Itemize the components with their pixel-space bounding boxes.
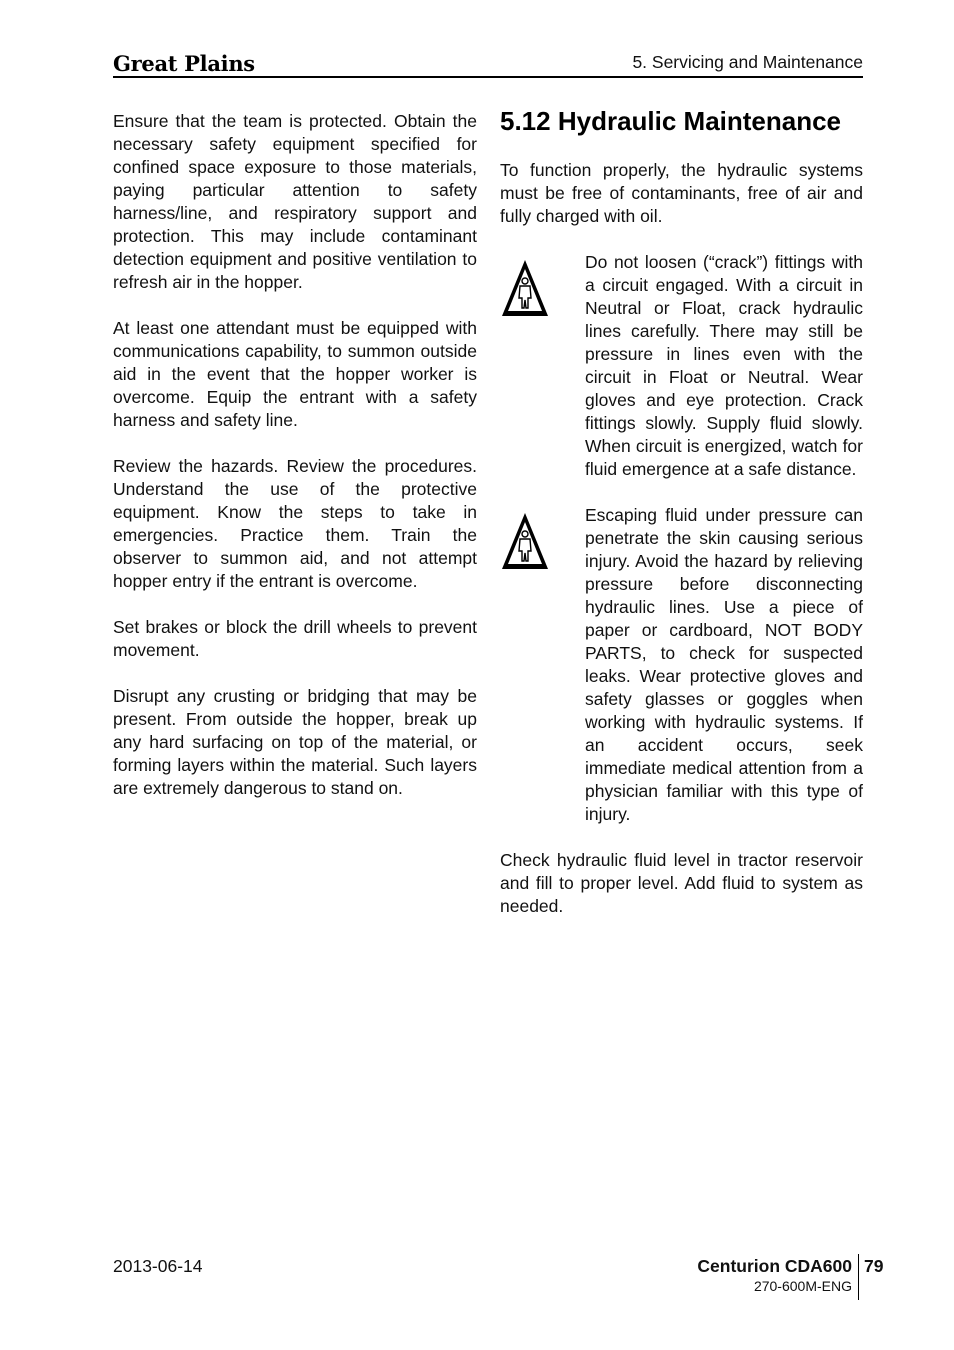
page-number: 79	[864, 1256, 884, 1276]
paragraph: Disrupt any crusting or bridging that may be present. From outside the hopper, break up any hard surfacing on top of the material, or forming layers within the material. Such layers are extremely dangerous to stand on.	[113, 686, 477, 798]
paragraph: Review the hazards. Review the procedures. Understand the use of the protective equipment. Know the steps to take in emergencies. Practice them. Train the observer to summon aid, and not attempt hopper entry if the entrant is overcome.	[113, 456, 477, 591]
warning-block	[500, 251, 863, 481]
paragraph: Ensure that the team is protected. Obtain the necessary safety equipment specified for confined space exposure to those materials, paying particular attention to safety harness/line, and respiratory support and protection. This may include contaminant detection equipment and positive ventilation to refresh air in the hopper.	[113, 111, 477, 292]
warning-block	[500, 504, 863, 826]
footer-date: 2013-06-14	[113, 1256, 203, 1276]
closing-paragraph: Check hydraulic fluid level in tractor reservoir and fill to proper level. Add fluid to system as needed.	[500, 850, 863, 916]
right-column	[500, 106, 863, 941]
page-header	[113, 50, 863, 78]
paragraph: Set brakes or block the drill wheels to prevent movement.	[113, 617, 477, 660]
paragraph: At least one attendant must be equipped with communications capability, to summon outside aid in the event that the hopper worker is overcome. Equip the entrant with a safety harness and safety line.	[113, 318, 477, 430]
warning-triangle-icon	[500, 258, 550, 318]
warning-triangle-icon	[500, 511, 550, 571]
left-column	[113, 110, 477, 823]
footer-divider	[858, 1254, 859, 1300]
brand-logo: Great Plains	[113, 51, 255, 76]
section-title: 5. Servicing and Maintenance	[632, 52, 863, 72]
footer-model-block	[697, 1256, 858, 1294]
section-heading: 5.12 Hydraulic Maintenance	[500, 106, 842, 136]
warning-text: Escaping fluid under pressure can penetrate the skin causing serious injury. Avoid the hazard by relieving pressure before disconnecting hydraulic lines. Use a piece of paper or cardboard, NOT BODY PARTS, to check for suspected leaks. Wear protective gloves and safety glasses or goggles when working with hydraulic systems. If an accident occurs, seek immediate medical attention from a physician familiar with this type of injury.	[585, 505, 863, 824]
warning-text: Do not loosen (“crack”) fittings with a circuit engaged. With a circuit in Neutral or Float, crack hydraulic lines carefully. There may still be pressure in lines even with the circuit in Float or Neutral. Wear gloves and eye protection. Crack fittings slowly. Supply fluid slowly. When circuit is energized, watch for fluid emergence at a safe distance.	[585, 252, 863, 479]
intro-paragraph: To function properly, the hydraulic systems must be free of contaminants, free of air and fully charged with oil.	[500, 160, 863, 226]
footer-model: Centurion CDA600	[697, 1256, 852, 1276]
footer-doc-number: 270-600M-ENG	[753, 1278, 852, 1294]
